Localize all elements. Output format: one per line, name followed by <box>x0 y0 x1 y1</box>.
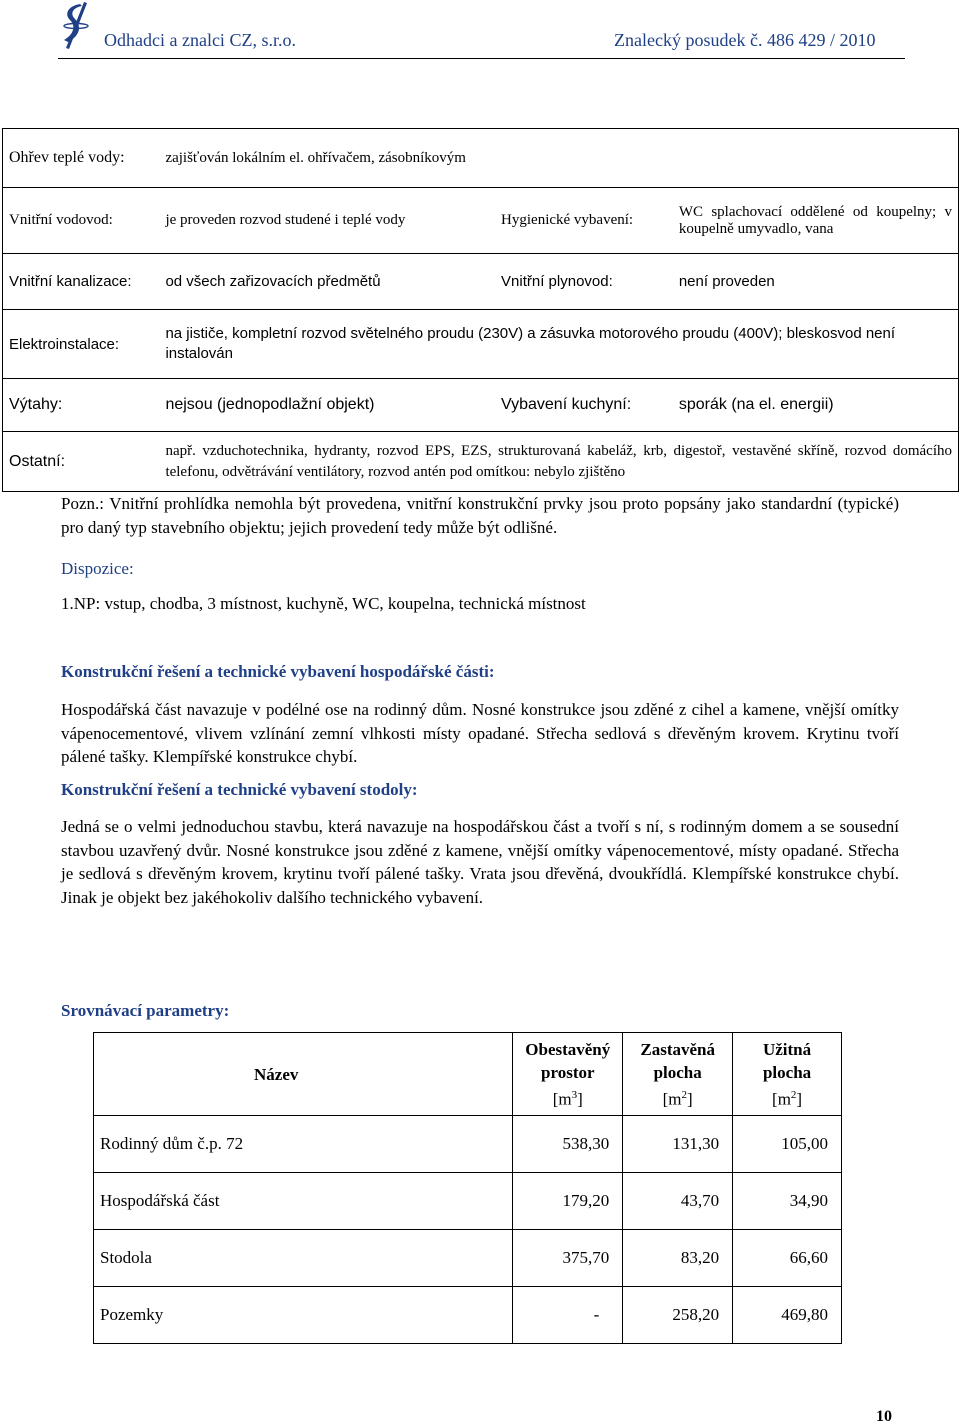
row-obestaveny: - <box>513 1287 623 1344</box>
vytahy-value: nejsou (jednopodlažní objekt) <box>159 379 495 432</box>
kuchyn-label: Vybavení kuchyní: <box>495 379 673 432</box>
dispozice-heading: Dispozice: <box>61 559 134 578</box>
comparison-table <box>93 1032 842 1344</box>
unit-close: ] <box>687 1089 693 1109</box>
elektro-label: Elektroinstalace: <box>3 310 160 379</box>
vodovod-value: je proveden rozvod studené i teplé vody <box>159 188 495 254</box>
table-row <box>3 129 959 188</box>
uzitna-unit <box>734 1084 840 1111</box>
unit-exponent: 3 <box>571 1088 578 1101</box>
unit-text: [m <box>662 1089 682 1109</box>
kuchyn-value: sporák (na el. energii) <box>673 379 959 432</box>
hygiena-label: Hygienické vybavení: <box>495 188 673 254</box>
company-logo <box>58 0 94 50</box>
row-obestaveny: 538,30 <box>513 1116 623 1173</box>
row-obestaveny: 375,70 <box>513 1230 623 1287</box>
row-name: Pozemky <box>94 1287 513 1344</box>
row-zastavena: 258,20 <box>623 1287 733 1344</box>
header-company: Odhadci a znalci CZ, s.r.o. <box>104 30 296 50</box>
obestaveny-unit <box>514 1084 621 1111</box>
row-zastavena: 43,70 <box>623 1173 733 1230</box>
dispozice-text: 1.NP: vstup, chodba, 3 místnost, kuchyně, WC, koupelna, technická místnost <box>61 594 586 613</box>
header-rule <box>58 58 905 59</box>
vytahy-label: Výtahy: <box>3 379 160 432</box>
ohrev-label: Ohřev teplé vody: <box>3 129 160 188</box>
stodola-text: Jedná se o velmi jednoduchou stavbu, která navazuje na hospodářskou část a tvoří s ní, s rodinným domem a se sousední stavbou uzavřený dvůr. Nosné konstrukce jsou zděné z kamene, vnější omítky vápenocementové, místy opadané. Střecha je sedlová s dřevěným krovem, krytinu tvoří pálené tašky. Vrata jsou dřevěná, dvoukřídlá. Klempířské konstrukce chybí. Jinak je objekt bez jakéhokoliv dalšího technického vybavení. <box>61 817 899 907</box>
row-name: Rodinný dům č.p. 72 <box>94 1116 513 1173</box>
col-name-header: Název <box>94 1033 513 1116</box>
ohrev-value: zajišťován lokálním el. ohřívačem, zásobníkovým <box>159 129 958 188</box>
table-row <box>94 1230 842 1287</box>
ostatni-value: např. vzduchotechnika, hydranty, rozvod EPS, EZS, strukturovaná kabeláž, krb, digestoř, vestavěné skříně, rozvod domácího telefonu, odvětrávání ventilátory, rozvod antén pod omítkou: nebylo zjištěno <box>159 432 958 492</box>
srovnavaci-heading: Srovnávací parametry: <box>61 1001 230 1020</box>
unit-exponent: 2 <box>790 1088 797 1101</box>
table-row <box>94 1116 842 1173</box>
zastavena-line1: Zastavěná <box>640 1039 715 1059</box>
table-row <box>94 1173 842 1230</box>
unit-text: [m <box>552 1089 572 1109</box>
kanalizace-label: Vnitřní kanalizace: <box>3 254 160 310</box>
row-uzitna: 34,90 <box>733 1173 842 1230</box>
plynovod-value: není proveden <box>673 254 959 310</box>
note-text: : Vnitřní prohlídka nemohla být provedena, vnitřní konstrukční prvky jsou proto popsány jako standardní (typické) pro daný typ stavebního objektu; jejich provedení tedy může být odlišné. <box>61 494 899 537</box>
kanalizace-value: od všech zařizovacích předmětů <box>159 254 495 310</box>
col-zastavena-header <box>623 1033 733 1116</box>
uzitna-line1: Užitná <box>762 1039 812 1059</box>
row-zastavena: 83,20 <box>623 1230 733 1287</box>
zastavena-line2: plocha <box>653 1062 702 1082</box>
row-obestaveny: 179,20 <box>513 1173 623 1230</box>
unit-close: ] <box>577 1089 583 1109</box>
row-zastavena: 131,30 <box>623 1116 733 1173</box>
table-row <box>3 254 959 310</box>
col-obestaveny-header <box>513 1033 623 1116</box>
row-name: Hospodářská část <box>94 1173 513 1230</box>
unit-close: ] <box>796 1089 803 1109</box>
table-row <box>94 1287 842 1344</box>
col-uzitna-header <box>733 1033 842 1116</box>
hospodarska-text: Hospodářská část navazuje v podélné ose na rodinný dům. Nosné konstrukce jsou zděné z cihel a kamene, vnější omítky vápenocementové, vlivem vzlínání zemní vlhkosti místy opadané. Střecha sedlová s dřevěným krovem. Krytinu tvoří pálené tašky. Klempířské konstrukce chybí. <box>61 700 899 766</box>
obestaveny-line1: Obestavěný <box>525 1039 611 1059</box>
table-row <box>3 432 959 492</box>
unit-exponent: 2 <box>681 1088 688 1101</box>
unit-text: [m <box>772 1089 791 1109</box>
uzitna-line2: plocha <box>762 1062 812 1082</box>
table-row <box>3 188 959 254</box>
hygiena-value: WC splachovací oddělené od koupelny; v koupelně umyvadlo, vana <box>673 188 959 254</box>
building-equipment-table <box>2 128 959 492</box>
plynovod-label: Vnitřní plynovod: <box>495 254 673 310</box>
page-number: 10 <box>876 1408 892 1425</box>
row-uzitna: 66,60 <box>733 1230 842 1287</box>
header-report-number: Znalecký posudek č. 486 429 / 2010 <box>614 30 876 50</box>
hospodarska-heading: Konstrukční řešení a technické vybavení hospodářské části: <box>61 662 495 681</box>
note-paragraph <box>61 492 899 539</box>
elektro-value: na jističe, kompletní rozvod světelného proudu (230V) a zásuvka motorového proudu (400V); bleskosvod není instalován <box>159 310 958 379</box>
row-uzitna: 105,00 <box>733 1116 842 1173</box>
row-name: Stodola <box>94 1230 513 1287</box>
vodovod-label: Vnitřní vodovod: <box>3 188 160 254</box>
note-label: Pozn. <box>61 494 100 513</box>
ostatni-label: Ostatní: <box>3 432 160 492</box>
stodola-heading: Konstrukční řešení a technické vybavení stodoly: <box>61 780 418 799</box>
table-row <box>3 379 959 432</box>
comparison-header-row <box>94 1033 842 1116</box>
obestaveny-line2: prostor <box>541 1062 595 1082</box>
table-row <box>3 310 959 379</box>
row-uzitna: 469,80 <box>733 1287 842 1344</box>
zastavena-unit <box>624 1084 731 1111</box>
